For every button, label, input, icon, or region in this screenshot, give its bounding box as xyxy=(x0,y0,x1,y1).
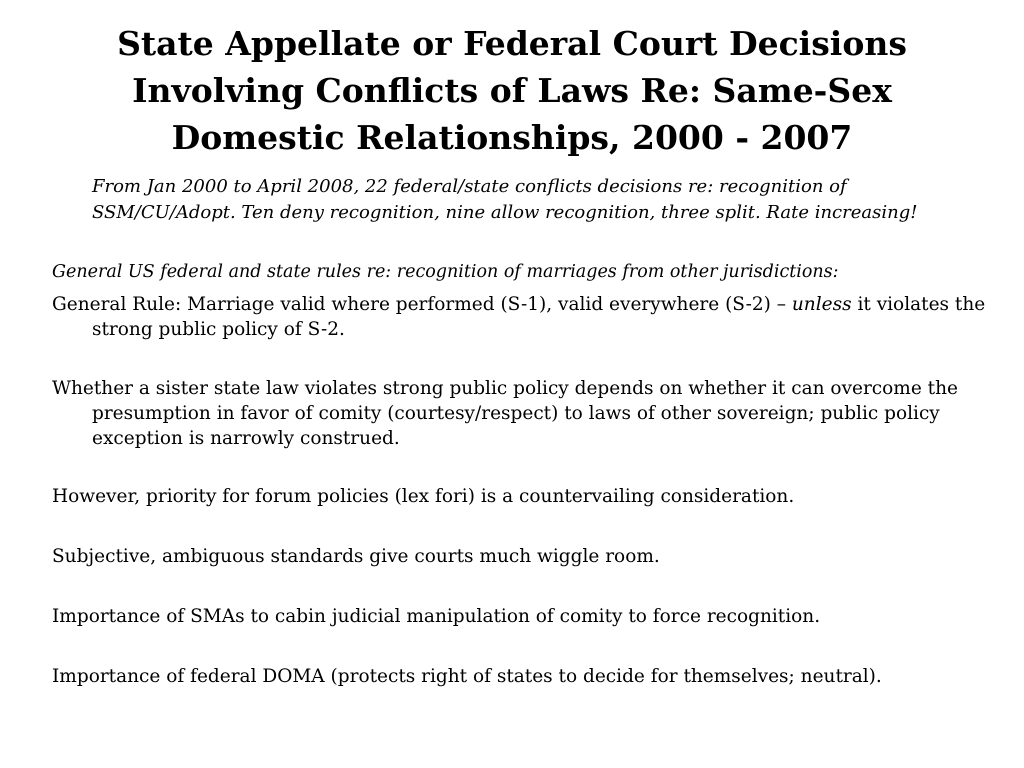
general-rule-emphasis: unless xyxy=(791,294,852,315)
slide-title xyxy=(40,20,984,161)
title-line-2: Involving Conflicts of Laws Re: Same-Sex xyxy=(132,71,892,110)
title-line-1: State Appellate or Federal Court Decisions xyxy=(117,24,907,63)
general-rule-text-end: it violates the strong public policy of S-2. xyxy=(92,294,986,340)
intro-line-1: From Jan 2000 to April 2008, 22 federal/state conflicts decisions re: recognition of xyxy=(92,176,847,197)
paragraph-smas: Importance of SMAs to cabin judicial manipulation of comity to force recognition. xyxy=(52,606,821,627)
intro-summary xyxy=(92,174,982,226)
paragraph-public-policy: Whether a sister state law violates strong public policy depends on whether it can overcome the presumption in favor of comity (courtesy/respect) to laws of other sovereign; public policy exception is narrowly construed. xyxy=(52,378,958,449)
title-line-3: Domestic Relationships, 2000 - 2007 xyxy=(171,118,853,157)
paragraph-doma: Importance of federal DOMA (protects right of states to decide for themselves; neutral). xyxy=(52,666,882,687)
general-rule xyxy=(52,292,1012,342)
intro-line-2: SSM/CU/Adopt. Ten deny recognition, nine allow recognition, three split. Rate increasing! xyxy=(92,202,918,223)
general-heading: General US federal and state rules re: recognition of marriages from other jurisdictions: xyxy=(52,262,839,282)
paragraph-lex-fori: However, priority for forum policies (lex fori) is a countervailing consideration. xyxy=(52,486,795,507)
paragraph-subjective-standards: Subjective, ambiguous standards give courts much wiggle room. xyxy=(52,546,660,567)
general-rule-text: General Rule: Marriage valid where performed (S-1), valid everywhere (S-2) – xyxy=(52,294,792,315)
